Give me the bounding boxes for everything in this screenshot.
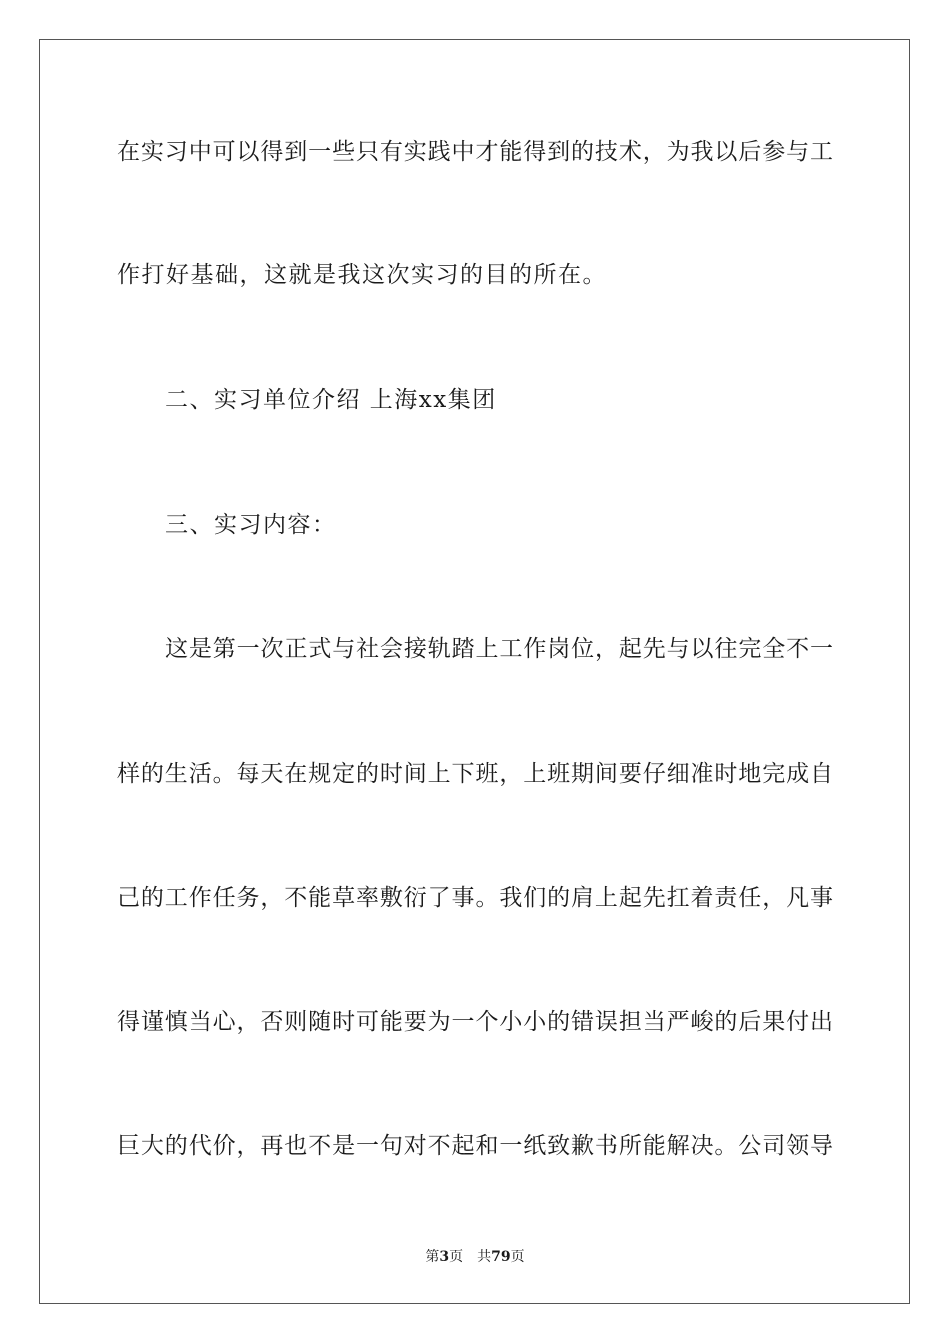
body-paragraph-line: 这是第一次正式与社会接轨踏上工作岗位，起先与以往完全不一 (165, 636, 833, 662)
section-heading-company: 二、实习单位介绍 上海xx集团 (165, 387, 497, 413)
body-paragraph-line: 在实习中可以得到一些只有实践中才能得到的技术，为我以后参与工 (117, 139, 833, 165)
body-paragraph-line: 得谨慎当心，否则随时可能要为一个小小的错误担当严峻的后果付出 (117, 1009, 833, 1035)
body-paragraph-line: 己的工作任务，不能草率敷衍了事。我们的肩上起先扛着责任，凡事 (117, 885, 833, 911)
current-page-number: 3 (439, 1249, 450, 1265)
page-footer (0, 1248, 950, 1266)
body-paragraph-line: 样的生活。每天在规定的时间上下班，上班期间要仔细准时地完成自 (117, 761, 833, 787)
body-paragraph-line: 巨大的代价，再也不是一句对不起和一纸致歉书所能解决。公司领导 (117, 1133, 833, 1159)
page-frame (39, 39, 910, 1304)
body-paragraph-line: 作打好基础，这就是我这次实习的目的所在。 (117, 262, 607, 288)
section-heading-content: 三、实习内容： (165, 512, 337, 538)
total-label-prefix: 共 (477, 1249, 492, 1265)
total-label-suffix: 页 (510, 1249, 525, 1265)
total-page-count: 79 (491, 1249, 511, 1265)
page-label-prefix: 第 (425, 1249, 440, 1265)
page-label-suffix: 页 (449, 1249, 464, 1265)
